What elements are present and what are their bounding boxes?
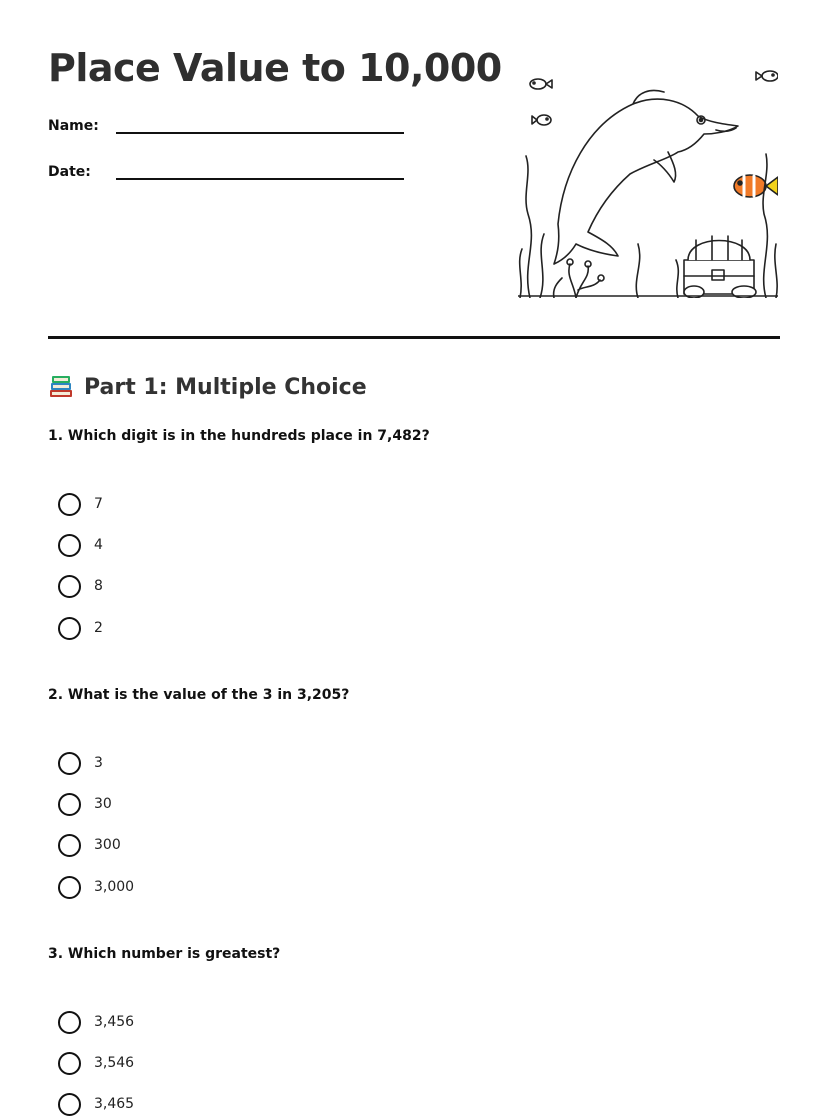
answer-option[interactable] (58, 573, 103, 599)
answer-option[interactable] (58, 532, 103, 558)
radio-button[interactable] (58, 1093, 81, 1116)
option-label: 300 (94, 837, 121, 853)
answer-option[interactable] (58, 832, 121, 858)
answer-option[interactable] (58, 1009, 134, 1035)
coral-icon (554, 259, 604, 298)
answer-option[interactable] (58, 750, 103, 776)
date-field[interactable] (48, 164, 404, 180)
question-text: 1. Which digit is in the hundreds place in 7,482? (48, 428, 430, 444)
header-divider (48, 336, 780, 339)
radio-button[interactable] (58, 752, 81, 775)
date-label: Date: (48, 164, 91, 180)
radio-button[interactable] (58, 834, 81, 857)
radio-button[interactable] (58, 617, 81, 640)
option-label: 3 (94, 755, 103, 771)
option-label: 3,456 (94, 1014, 135, 1030)
clownfish-icon (734, 175, 778, 197)
worksheet-header (48, 46, 780, 306)
answer-option[interactable] (58, 615, 103, 641)
question-text: 2. What is the value of the 3 in 3,205? (48, 687, 350, 703)
part1-heading (48, 374, 367, 400)
answer-option[interactable] (58, 1050, 134, 1076)
option-label: 3,465 (94, 1096, 135, 1112)
question-1 (48, 428, 780, 636)
page-title: Place Value to 10,000 (48, 46, 502, 90)
answer-option[interactable] (58, 1091, 134, 1117)
question-3 (48, 946, 780, 1112)
radio-button[interactable] (58, 575, 81, 598)
radio-button[interactable] (58, 534, 81, 557)
option-label: 30 (94, 796, 112, 812)
radio-button[interactable] (58, 493, 81, 516)
option-label: 7 (94, 496, 103, 512)
part1-title: Part 1: Multiple Choice (84, 374, 367, 400)
small-fish-icon (530, 79, 552, 89)
answer-option[interactable] (58, 791, 112, 817)
books-icon (48, 374, 74, 400)
radio-button[interactable] (58, 1011, 81, 1034)
name-label: Name: (48, 118, 99, 134)
date-line[interactable] (116, 166, 404, 180)
option-label: 2 (94, 620, 103, 636)
radio-button[interactable] (58, 1052, 81, 1075)
answer-option[interactable] (58, 491, 103, 517)
radio-button[interactable] (58, 793, 81, 816)
dolphin-illustration (518, 64, 778, 298)
option-label: 8 (94, 578, 103, 594)
dolphin-icon (554, 91, 738, 265)
radio-button[interactable] (58, 876, 81, 899)
question-2 (48, 687, 780, 895)
small-fish-icon (756, 71, 778, 81)
question-text: 3. Which number is greatest? (48, 946, 281, 962)
shells-icon (518, 286, 778, 298)
small-fish-icon (532, 115, 551, 125)
name-line[interactable] (116, 120, 404, 134)
option-label: 3,000 (94, 879, 135, 895)
name-field[interactable] (48, 118, 404, 134)
answer-option[interactable] (58, 874, 134, 900)
option-label: 4 (94, 537, 103, 553)
option-label: 3,546 (94, 1055, 135, 1071)
